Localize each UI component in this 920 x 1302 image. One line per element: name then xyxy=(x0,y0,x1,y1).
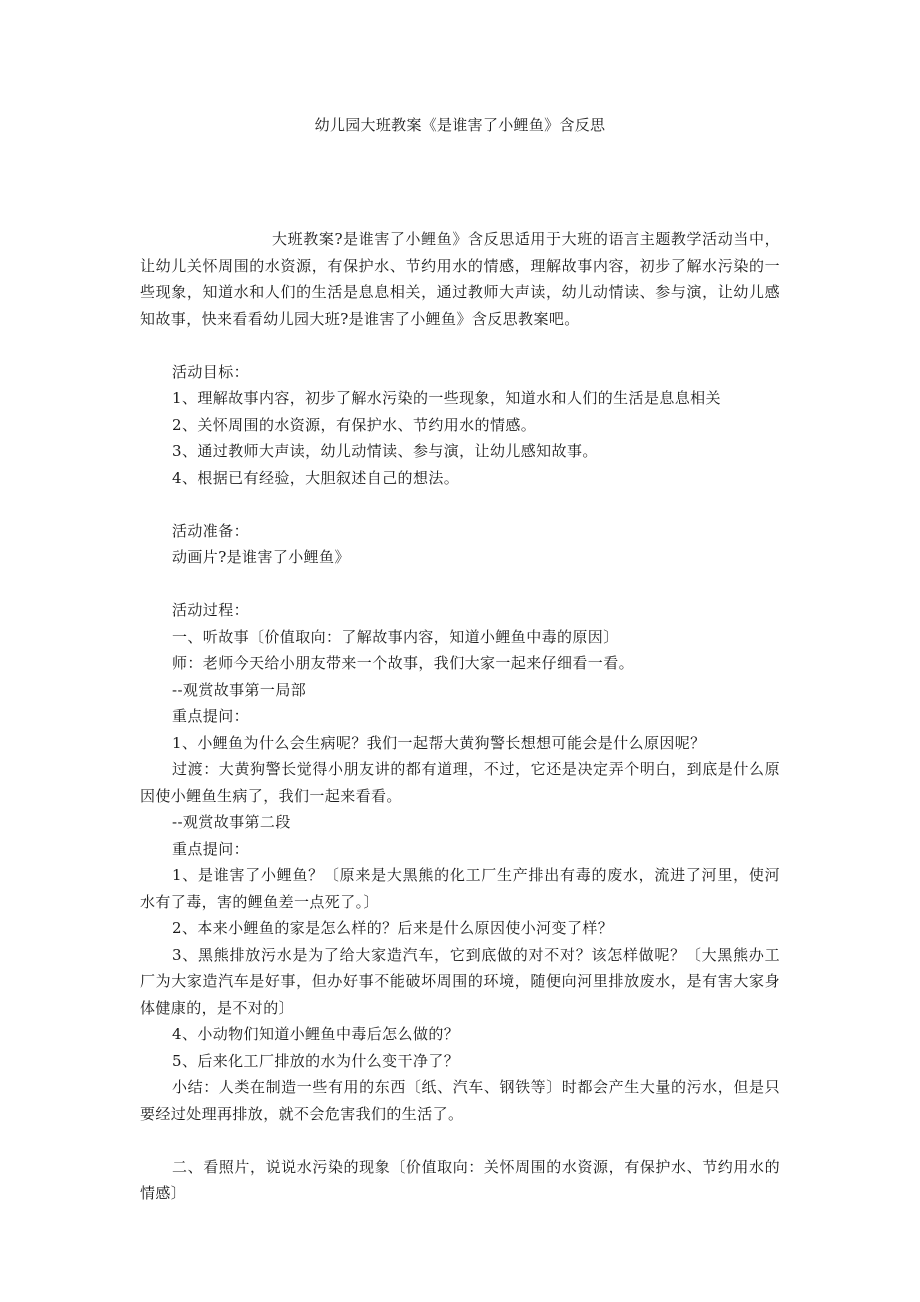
goal-item: 2、关怀周围的水资源，有保护水、节约用水的情感。 xyxy=(172,415,537,434)
prep-heading: 活动准备： xyxy=(172,521,250,540)
key-questions-heading: 重点提问： xyxy=(172,707,250,725)
watch-part-1: --观赏故事第一局部 xyxy=(172,680,307,699)
question-item: 3、黑熊排放污水是为了给大家造汽车，它到底做的对不对？该怎样做呢？〔大黑熊办工厂为大家造汽车是好事，但办好事不能破坏周围的环境，随便向河里排放废水，是有害大家身体健康的，是不对的〕 xyxy=(140,945,780,1017)
spacer xyxy=(140,491,780,518)
question-item: 4、小动物们知道小鲤鱼中毒后怎么做的？ xyxy=(172,1025,460,1043)
teacher-line: 师：老师今天给小朋友带来一个故事，我们大家一起来仔细看一看。 xyxy=(172,654,635,672)
document-body xyxy=(140,226,780,1207)
summary-paragraph: 小结：人类在制造一些有用的东西〔纸、汽车、钢铁等〕时都会产生大量的污水，但是只要经过处理再排放，就不会危害我们的生活了。 xyxy=(140,1078,780,1123)
question-item: 5、后来化工厂排放的水为什么变干净了？ xyxy=(172,1051,460,1070)
document-title: 幼儿园大班教案《是谁害了小鲤鱼》含反思 xyxy=(314,116,606,134)
intro-paragraph: 大班教案?是谁害了小鲤鱼》含反思适用于大班的语言主题教学活动当中，让幼儿关怀周围的水资源，有保护水、节约用水的情感，理解故事内容，初步了解水污染的一些现象，知道水和人们的生活是息息相关，通过教师大声读，幼儿动情读、参与演，让幼儿感知故事，快来看看幼儿园大班?是谁害了小鲤鱼》含反思教案吧。 xyxy=(140,230,780,328)
question-item: 2、本来小鲤鱼的家是怎么样的？后来是什么原因使小河变了样？ xyxy=(172,919,614,937)
goal-item: 4、根据已有经验，大胆叙述自己的想法。 xyxy=(172,468,460,487)
watch-part-2: --观赏故事第二段 xyxy=(172,813,291,831)
spacer xyxy=(140,571,780,598)
goal-item: 1、理解故事内容，初步了解水污染的一些现象，知道水和人们的生活是息息相关 xyxy=(172,389,721,407)
key-questions-heading: 重点提问： xyxy=(172,839,250,858)
process-step-2: 二、看照片，说说水污染的现象〔价值取向：关怀周围的水资源，有保护水、节约用水的情感〕 xyxy=(140,1157,780,1202)
goals-heading: 活动目标： xyxy=(172,362,250,381)
transition-paragraph: 过渡：大黄狗警长觉得小朋友讲的都有道理，不过，它还是决定弄个明白，到底是什么原因使小鲤鱼生病了，我们一起来看看。 xyxy=(140,760,780,805)
prep-item: 动画片?是谁害了小鲤鱼》 xyxy=(172,548,350,566)
spacer xyxy=(140,1127,780,1154)
process-heading: 活动过程： xyxy=(172,601,250,619)
process-step-1: 一、听故事〔价值取向：了解故事内容，知道小鲤鱼中毒的原因〕 xyxy=(172,627,619,646)
question-item: 1、小鲤鱼为什么会生病呢？我们一起帮大黄狗警长想想可能会是什么原因呢？ xyxy=(172,733,706,752)
question-item: 1、是谁害了小鲤鱼？〔原来是大黑熊的化工厂生产排出有毒的废水，流进了河里，使河水有了毒，害的鲤鱼差一点死了。〕 xyxy=(140,866,780,911)
spacer xyxy=(140,332,780,359)
goal-item: 3、通过教师大声读，幼儿动情读、参与演，让幼儿感知故事。 xyxy=(172,442,598,460)
